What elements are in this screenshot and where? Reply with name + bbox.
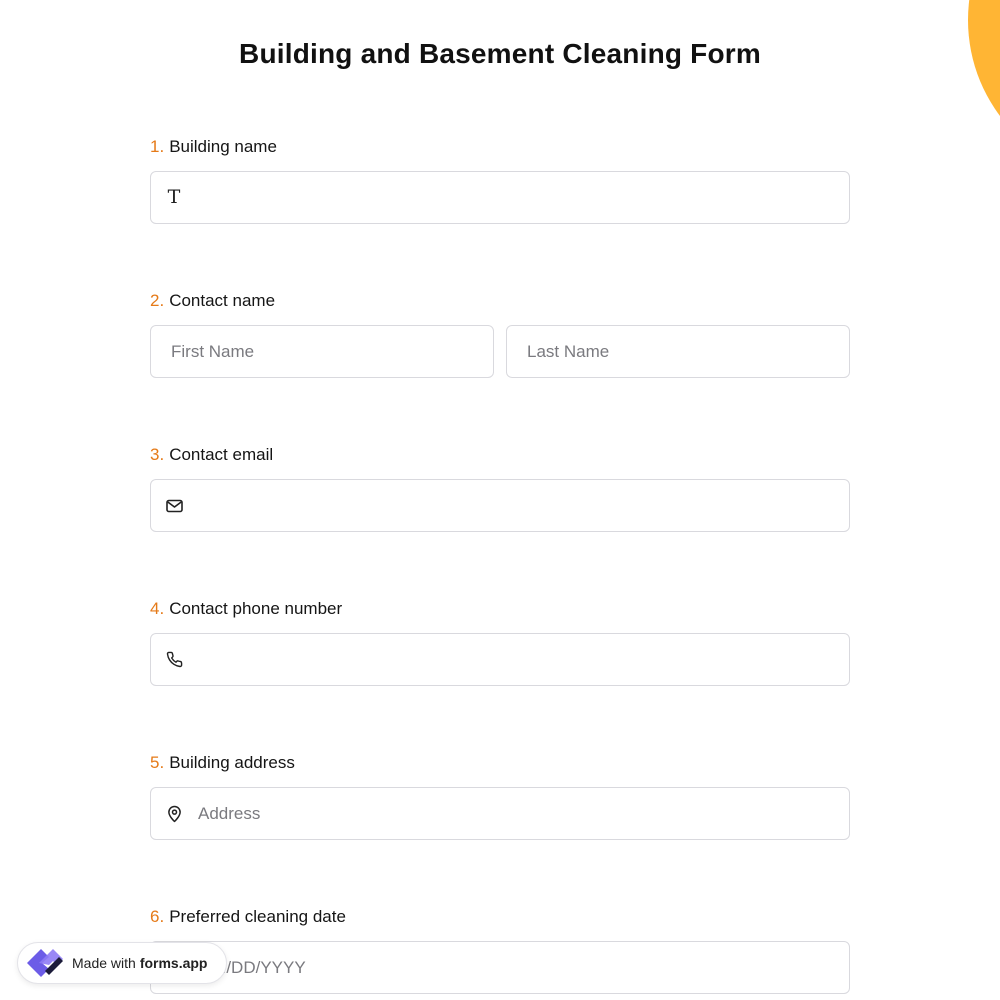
decorative-blob (968, 0, 1000, 180)
question-building-name (150, 135, 850, 208)
question-number: 1. (150, 137, 165, 156)
question-contact-name (150, 289, 850, 313)
first-name-field[interactable] (150, 325, 494, 378)
phone-icon (164, 650, 184, 670)
phone-input[interactable] (184, 634, 849, 685)
question-contact-phone (150, 597, 850, 621)
badge-text (72, 955, 208, 971)
question-number: 3. (150, 445, 165, 464)
badge-prefix: Made with (72, 955, 136, 971)
email-input[interactable] (184, 480, 849, 531)
forms-app-logo-icon (24, 942, 66, 984)
last-name-field[interactable] (506, 325, 850, 378)
date-field[interactable] (150, 941, 850, 994)
phone-field[interactable] (150, 633, 850, 686)
question-preferred-date (150, 905, 850, 929)
made-with-badge[interactable] (17, 942, 227, 984)
form-title: Building and Basement Cleaning Form (239, 38, 761, 69)
address-input[interactable] (184, 788, 849, 839)
question-text: Contact name (169, 291, 276, 310)
building-name-field[interactable] (150, 171, 850, 224)
question-label (150, 597, 850, 621)
date-input[interactable] (184, 942, 849, 993)
building-name-input[interactable] (184, 172, 849, 223)
email-field[interactable] (150, 479, 850, 532)
last-name-input[interactable] (507, 326, 849, 377)
first-name-input[interactable] (151, 326, 493, 377)
address-field[interactable] (150, 787, 850, 840)
text-t-icon: T (167, 186, 181, 208)
question-number: 5. (150, 753, 165, 772)
question-text: Preferred cleaning date (169, 907, 346, 926)
question-text: Contact phone number (169, 599, 343, 618)
question-label (150, 905, 850, 929)
question-label (150, 443, 850, 467)
question-text: Contact email (169, 445, 274, 464)
question-label (150, 751, 850, 775)
badge-brand: forms.app (139, 955, 208, 971)
question-label (150, 135, 850, 159)
question-text: Building address (169, 753, 295, 772)
question-text: Building name (169, 137, 277, 156)
question-contact-email (150, 443, 850, 467)
question-number: 2. (150, 291, 165, 310)
question-number: 6. (150, 907, 165, 926)
mail-icon (164, 496, 184, 516)
question-label (150, 289, 850, 313)
location-pin-icon (164, 804, 184, 824)
question-building-address (150, 751, 850, 775)
contact-name-fields (150, 325, 850, 378)
question-number: 4. (150, 599, 165, 618)
